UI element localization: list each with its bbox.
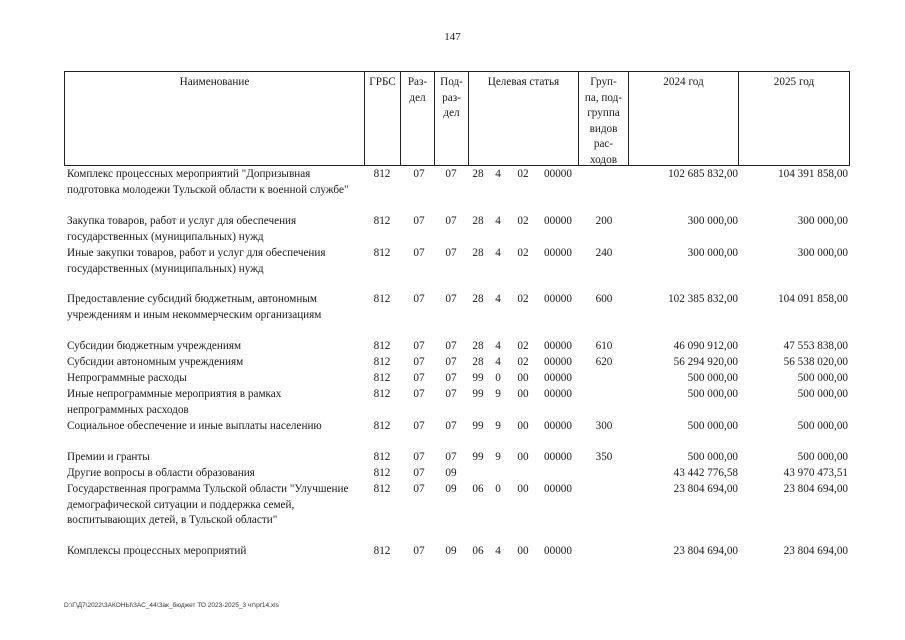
row-grbs: 812 [373, 451, 391, 463]
row-name: Социальное обеспечение и иные выплаты населению [67, 420, 322, 432]
row-target-3: 02 [517, 247, 529, 259]
row-podrazdel: 09 [445, 545, 457, 557]
row-target-1: 99 [472, 388, 484, 400]
row-grbs: 812 [373, 247, 391, 259]
row-name: Иные непрограммные мероприятия в рамках непрограммных расходов [67, 388, 282, 416]
row-razdel: 07 [413, 451, 425, 463]
row-2024: 23 804 694,00 [673, 545, 738, 557]
row-vr: 300 [595, 420, 613, 432]
row-razdel: 07 [413, 168, 425, 180]
row-target-3: 00 [517, 388, 529, 400]
row-2025: 56 538 020,00 [783, 356, 848, 368]
row-razdel: 07 [413, 545, 425, 557]
row-grbs: 812 [373, 372, 391, 384]
row-razdel: 07 [413, 483, 425, 495]
row-target-3: 00 [517, 545, 529, 557]
row-target-4: 00000 [544, 340, 572, 352]
row-razdel: 07 [413, 356, 425, 368]
row-target-2: 4 [495, 215, 501, 227]
row-2025: 104 391 858,00 [778, 168, 848, 180]
row-podrazdel: 07 [445, 420, 457, 432]
row-target-1: 28 [472, 168, 484, 180]
row-2024: 500 000,00 [687, 451, 738, 463]
row-podrazdel: 07 [445, 388, 457, 400]
row-target-2: 4 [495, 247, 501, 259]
row-name: Субсидии бюджетным учреждениям [67, 340, 242, 352]
row-2024: 56 294 920,00 [673, 356, 738, 368]
header-grbs [365, 72, 401, 165]
row-name: Предоставление субсидий бюджетным, автономным учреждениям и иным некоммерческим организациям [67, 293, 322, 321]
header-target-label: Целевая статья [487, 76, 560, 88]
row-target-4: 00000 [544, 215, 572, 227]
row-podrazdel: 07 [445, 340, 457, 352]
row-podrazdel: 07 [445, 215, 457, 227]
row-target-1: 28 [472, 340, 484, 352]
row-razdel: 07 [413, 467, 425, 479]
row-grbs: 812 [373, 388, 391, 400]
row-target-3: 00 [517, 451, 529, 463]
row-2024: 102 385 832,00 [668, 293, 738, 305]
row-target-1: 28 [472, 356, 484, 368]
header-vr-line: ходов [589, 153, 617, 166]
row-vr: 240 [595, 247, 613, 259]
row-2025: 300 000,00 [797, 215, 848, 227]
row-target-1: 28 [472, 247, 484, 259]
row-grbs: 812 [373, 168, 391, 180]
header-podrazdel-line: Под- [440, 76, 463, 88]
header-podrazdel-line: дел [443, 107, 460, 119]
page-number: 147 [444, 31, 461, 43]
row-2025: 300 000,00 [797, 247, 848, 259]
header-grbs-label: ГРБС [369, 76, 396, 88]
row-target-3: 02 [517, 168, 529, 180]
row-2024: 43 442 776,58 [673, 467, 738, 479]
row-target-4: 00000 [544, 545, 572, 557]
row-target-3: 00 [517, 483, 529, 495]
row-2025: 500 000,00 [797, 388, 848, 400]
row-razdel: 07 [413, 420, 425, 432]
row-vr: 620 [595, 356, 613, 368]
row-target-3: 00 [517, 420, 529, 432]
row-grbs: 812 [373, 340, 391, 352]
row-2025: 500 000,00 [797, 420, 848, 432]
row-target-2: 4 [495, 545, 501, 557]
row-podrazdel: 07 [445, 293, 457, 305]
header-2024-label: 2024 год [663, 76, 704, 88]
row-target-4: 00000 [544, 420, 572, 432]
row-target-4: 00000 [544, 372, 572, 384]
row-target-1: 06 [472, 545, 484, 557]
row-target-2: 9 [495, 420, 501, 432]
header-2025-label: 2025 год [773, 76, 815, 88]
row-vr: 600 [595, 293, 613, 305]
row-target-1: 99 [472, 451, 484, 463]
row-2024: 500 000,00 [687, 388, 738, 400]
header-vr-line: рас- [593, 138, 614, 150]
header-vr-line: па, под- [584, 91, 623, 104]
header-podrazdel-line: раз- [442, 91, 461, 104]
row-target-4: 00000 [544, 451, 572, 463]
row-podrazdel: 09 [445, 483, 457, 495]
row-target-2: 4 [495, 356, 501, 368]
row-grbs: 812 [373, 215, 391, 227]
row-target-1: 06 [472, 483, 484, 495]
row-name: Непрограммные расходы [67, 372, 187, 384]
row-target-2: 9 [495, 388, 501, 400]
table-header [64, 71, 850, 166]
row-2024: 300 000,00 [687, 215, 738, 227]
row-vr: 200 [595, 215, 613, 227]
row-name: Субсидии автономным учреждениям [67, 356, 244, 368]
row-2025: 104 091 858,00 [778, 293, 848, 305]
row-target-3: 02 [517, 356, 529, 368]
row-name: Премии и гранты [67, 451, 150, 463]
row-2024: 500 000,00 [687, 420, 738, 432]
row-grbs: 812 [373, 545, 391, 557]
header-2024 [629, 72, 739, 165]
row-target-3: 02 [517, 293, 529, 305]
row-target-1: 99 [472, 420, 484, 432]
row-target-2: 4 [495, 168, 501, 180]
row-target-4: 00000 [544, 483, 572, 495]
header-razdel [401, 72, 435, 165]
row-podrazdel: 07 [445, 356, 457, 368]
row-target-2: 4 [495, 340, 501, 352]
header-name-label: Наименование [179, 76, 250, 88]
row-podrazdel: 07 [445, 451, 457, 463]
file-path-footer: D:\Г\Д7\2022\ЗАКОНЫ\ЗАС_44\Зак_бюджет ТО 2023-2025_3 чт\pr14.xls [64, 602, 279, 609]
row-razdel: 07 [413, 247, 425, 259]
row-name: Государственная программа Тульской области "Улучшение демографической ситуации и поддержка семей, воспитывающих детей, в Тульской области" [67, 483, 349, 526]
row-target-2: 4 [495, 293, 501, 305]
row-target-2: 9 [495, 451, 501, 463]
row-2024: 102 685 832,00 [668, 168, 738, 180]
header-vr-line: Груп- [590, 76, 617, 88]
row-razdel: 07 [413, 388, 425, 400]
row-target-3: 00 [517, 372, 529, 384]
row-2025: 43 970 473,51 [783, 467, 848, 479]
row-2024: 500 000,00 [687, 372, 738, 384]
row-razdel: 07 [413, 215, 425, 227]
row-target-4: 00000 [544, 168, 572, 180]
header-razdel-line: Раз- [407, 76, 428, 88]
header-target [469, 72, 579, 165]
row-vr: 610 [595, 340, 613, 352]
header-razdel-line: дел [409, 91, 426, 104]
row-grbs: 812 [373, 420, 391, 432]
row-vr: 350 [595, 451, 613, 463]
row-name: Комплексы процессных мероприятий [67, 545, 247, 557]
header-2025 [739, 72, 849, 165]
row-2025: 23 804 694,00 [783, 545, 848, 557]
row-target-3: 02 [517, 215, 529, 227]
row-target-4: 00000 [544, 356, 572, 368]
header-vr-line: группа [587, 107, 620, 119]
row-name: Иные закупки товаров, работ и услуг для обеспечения государственных (муниципальных) нужд [67, 247, 326, 275]
row-razdel: 07 [413, 372, 425, 384]
row-grbs: 812 [373, 467, 391, 479]
row-2025: 23 804 694,00 [783, 483, 848, 495]
header-vr-line: видов [589, 122, 618, 135]
row-razdel: 07 [413, 293, 425, 305]
row-target-1: 99 [472, 372, 484, 384]
row-2025: 500 000,00 [797, 451, 848, 463]
row-2024: 300 000,00 [687, 247, 738, 259]
row-target-1: 28 [472, 215, 484, 227]
header-name [65, 72, 365, 165]
row-target-2: 0 [495, 372, 501, 384]
row-target-4: 00000 [544, 247, 572, 259]
row-name: Другие вопросы в области образования [67, 467, 255, 479]
row-2025: 47 553 838,00 [783, 340, 848, 352]
row-grbs: 812 [373, 356, 391, 368]
row-grbs: 812 [373, 483, 391, 495]
row-2024: 46 090 912,00 [673, 340, 738, 352]
row-razdel: 07 [413, 340, 425, 352]
row-target-3: 02 [517, 340, 529, 352]
row-name: Закупка товаров, работ и услуг для обеспечения государственных (муниципальных) нужд [67, 215, 297, 243]
row-podrazdel: 09 [445, 467, 457, 479]
header-podrazdel [435, 72, 469, 165]
row-name: Комплекс процессных мероприятий "Допризывная подготовка молодежи Тульской области к военной службе" [67, 168, 349, 196]
row-grbs: 812 [373, 293, 391, 305]
row-2024: 23 804 694,00 [673, 483, 738, 495]
row-target-2: 0 [495, 483, 501, 495]
row-2025: 500 000,00 [797, 372, 848, 384]
row-target-1: 28 [472, 293, 484, 305]
row-target-4: 00000 [544, 293, 572, 305]
row-target-4: 00000 [544, 388, 572, 400]
row-podrazdel: 07 [445, 372, 457, 384]
header-vr [579, 72, 629, 165]
row-podrazdel: 07 [445, 247, 457, 259]
row-podrazdel: 07 [445, 168, 457, 180]
